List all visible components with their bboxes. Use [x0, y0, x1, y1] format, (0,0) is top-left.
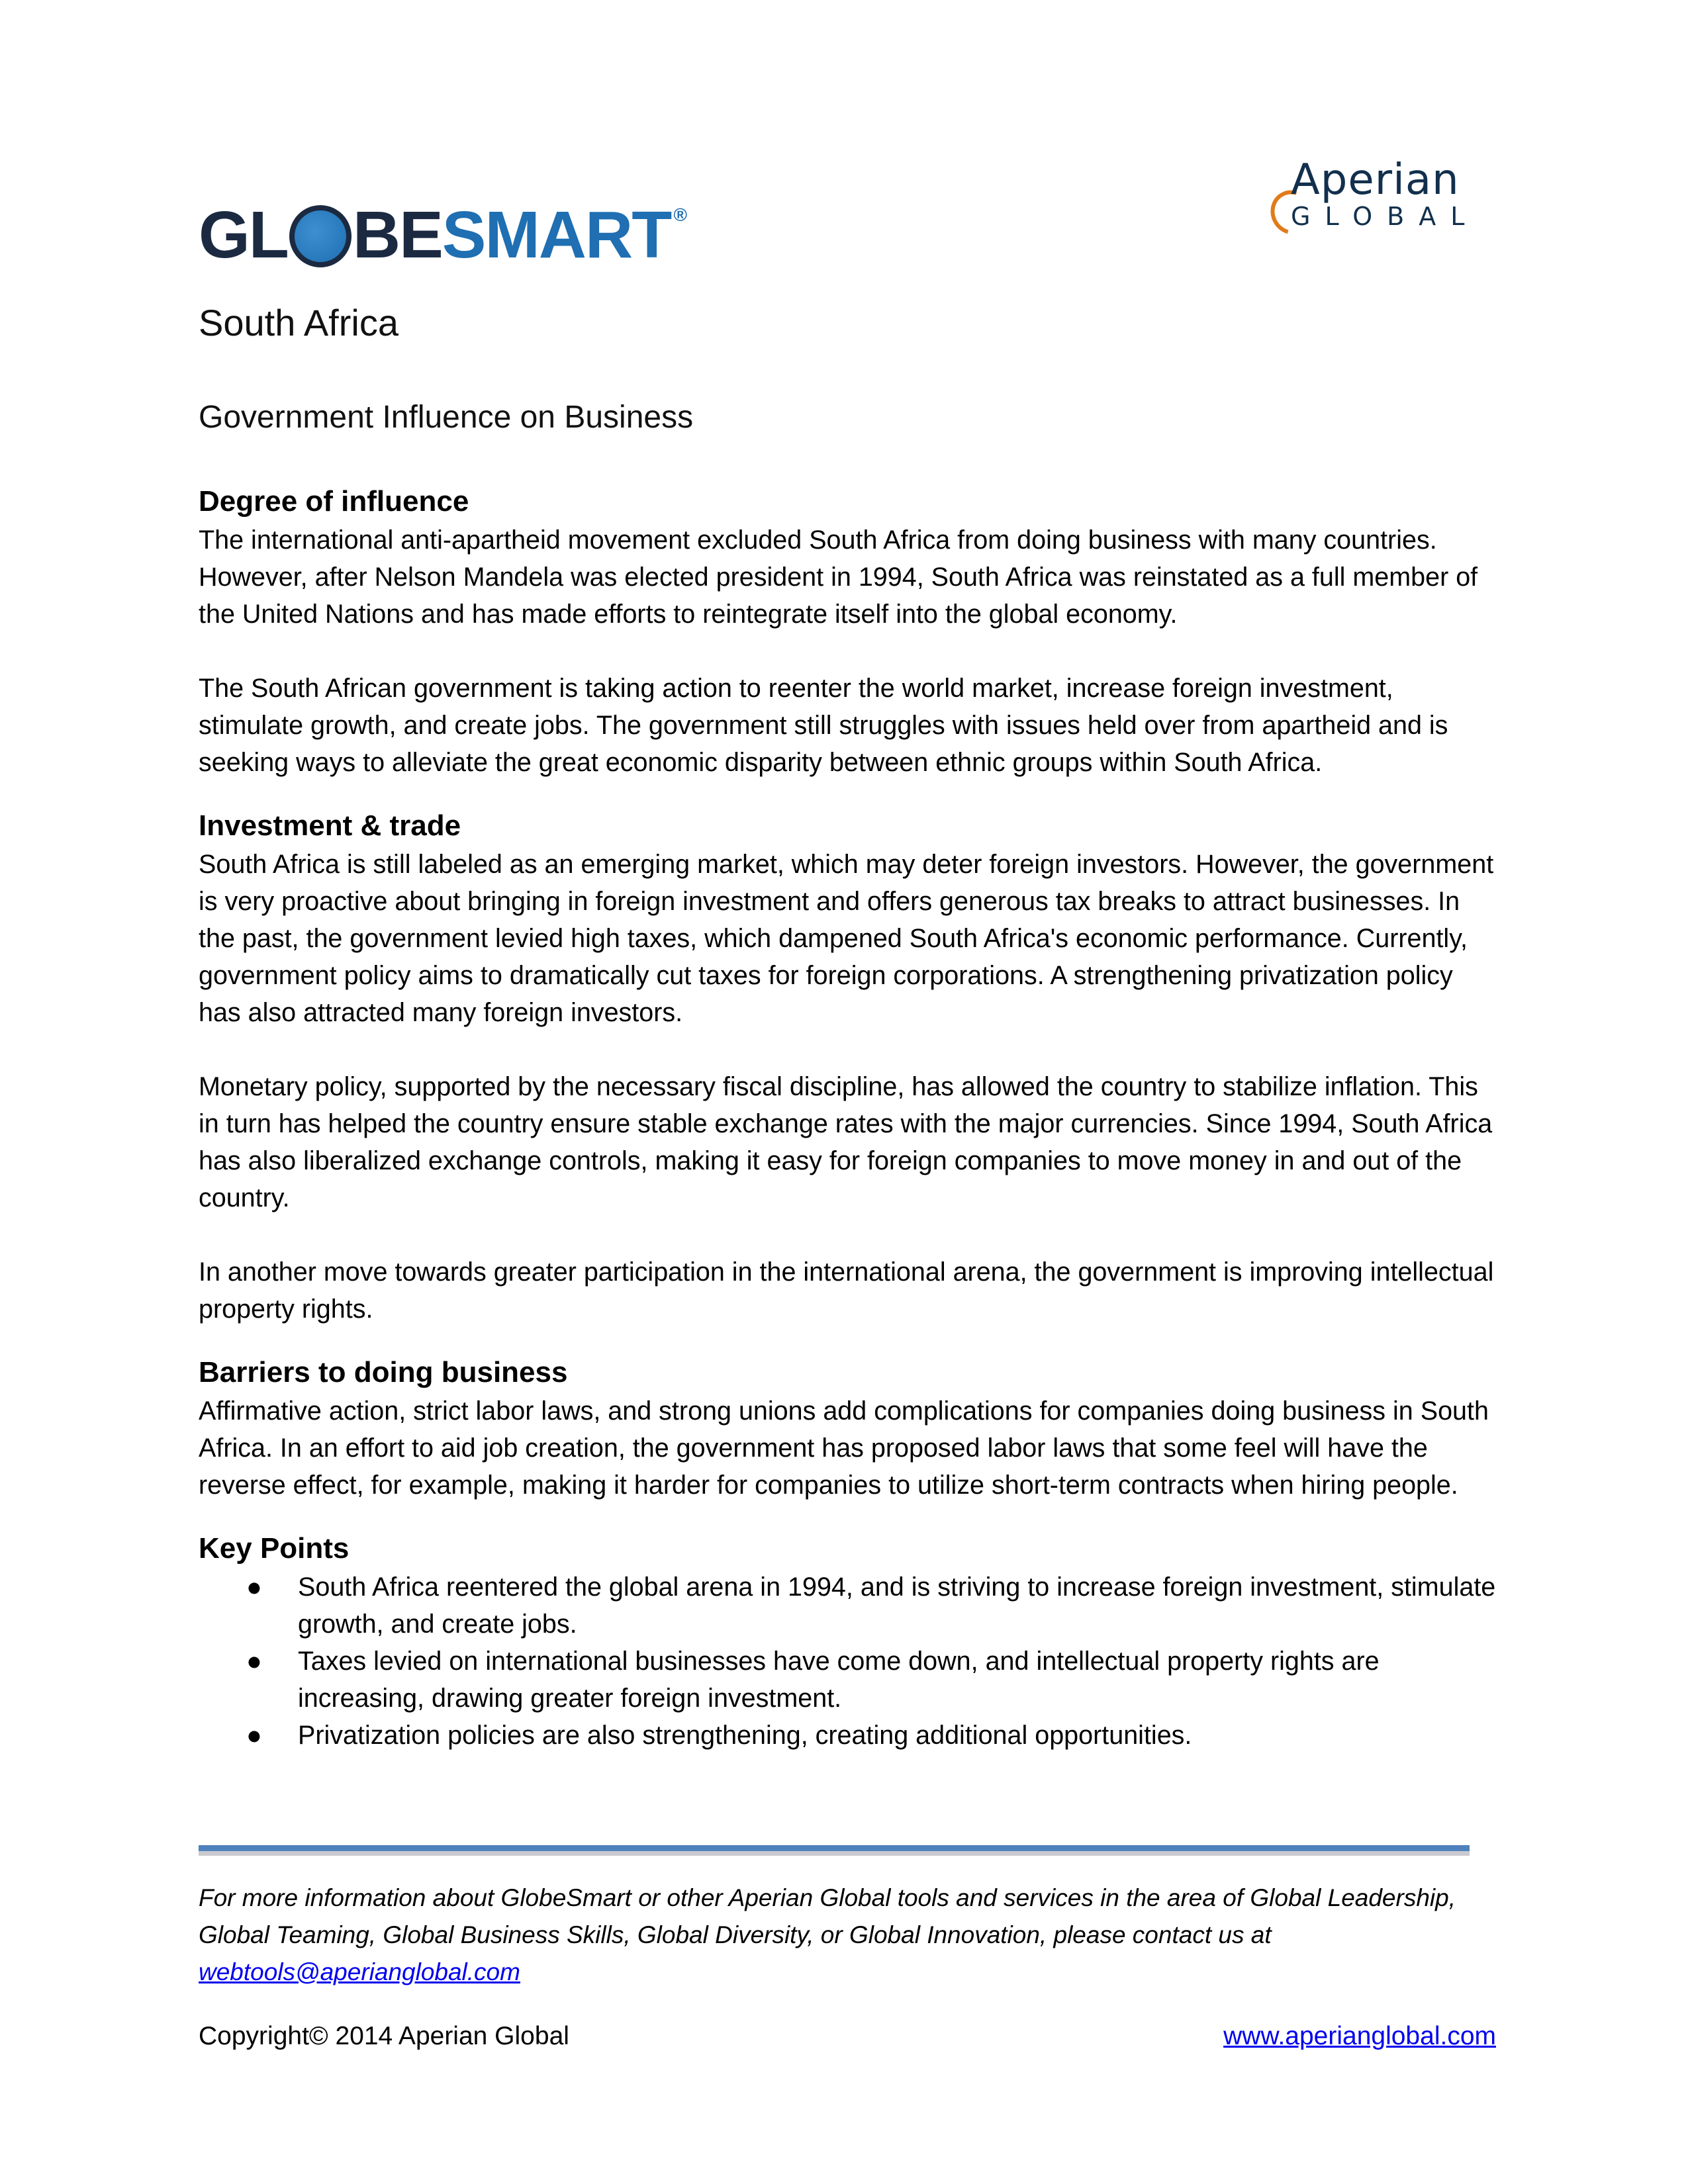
page-subtitle: Government Influence on Business [199, 400, 694, 435]
bullet-icon: ● [246, 1572, 262, 1602]
footer-divider-blue [199, 1845, 1470, 1851]
logo-text-be: BE [352, 197, 442, 272]
footer-info-text: For more information about GlobeSmart or other Aperian Global tools and services in the area of Global Leadership, Global Teaming, Global Business Skills, Global Diversity, or Global Innovation, please contact us at [199, 1884, 1456, 1948]
paragraph: Affirmative action, strict labor laws, and strong unions add complications for companies doing business in South Africa. In an effort to aid job creation, the government has proposed labor laws that some feel will have the reverse effect, for example, making it harder for companies to utilize short-term contracts when hiring people. [199, 1396, 1489, 1500]
section-investment-trade [199, 806, 1496, 1328]
section-degree-of-influence [199, 482, 1496, 781]
logo-text-smart: SMART [442, 197, 671, 272]
logo-text-aperian: Aperian [1291, 156, 1460, 205]
key-points-list [199, 1569, 1496, 1754]
list-item-text: South Africa reentered the global arena in 1994, and is striving to increase foreign investment, stimulate growth, and create jobs. [298, 1572, 1496, 1639]
list-item [199, 1717, 1496, 1754]
section-heading: Key Points [199, 1532, 350, 1565]
footer-divider-gray [199, 1851, 1470, 1856]
paragraph: The South African government is taking action to reenter the world market, increase foreign investment, stimulate growth, and create jobs. The government still struggles with issues held over from apartheid and is seeking ways to alleviate the great economic disparity between ethnic groups within South Africa. [199, 674, 1448, 777]
logo-text-global: GLOBAL [1291, 202, 1479, 231]
section-heading: Degree of influence [199, 485, 469, 518]
document-body [199, 482, 1496, 1754]
paragraph: South Africa is still labeled as an emerging market, which may deter foreign investors. However, the government is very proactive about bringing in foreign investment and offers generous tax breaks to attract businesses. In the past, the government levied high taxes, which dampened South Africa's economic performance. Currently, government policy aims to dramatically cut taxes for foreign corporations. A strengthening privatization policy has also attracted many foreign investors. [199, 850, 1494, 1027]
section-key-points [199, 1529, 1496, 1754]
copyright-text: Copyright© 2014 Aperian Global [199, 2022, 569, 2050]
section-barriers [199, 1353, 1496, 1504]
paragraph: The international anti-apartheid movement excluded South Africa from doing business with many countries. However, after Nelson Mandela was elected president in 1994, South Africa was reinstated as a full member of the United Nations and has made efforts to reintegrate itself into the global economy. [199, 525, 1478, 629]
list-item-text: Taxes levied on international businesses have come down, and intellectual property rights are increasing, drawing greater foreign investment. [298, 1647, 1380, 1713]
registered-mark: ® [673, 205, 686, 225]
globesmart-logo [199, 199, 686, 271]
page-title: South Africa [199, 302, 399, 343]
section-heading: Barriers to doing business [199, 1356, 568, 1388]
footer-contact-info [199, 1880, 1489, 1991]
paragraph: In another move towards greater participation in the international arena, the government is improving intellectual property rights. [199, 1257, 1494, 1324]
copyright-row [199, 2022, 1496, 2051]
section-heading: Investment & trade [199, 809, 461, 842]
paragraph: Monetary policy, supported by the necessary fiscal discipline, has allowed the country to stabilize inflation. This in turn has helped the country ensure stable exchange rates with the major currencies. Since 1994, South Africa has also liberalized exchange controls, making it easy for foreign companies to move money in and out of the country. [199, 1072, 1493, 1212]
globe-icon [289, 205, 352, 267]
website-link[interactable]: www.aperianglobal.com [1223, 2022, 1496, 2050]
list-item [199, 1643, 1496, 1717]
bullet-icon: ● [246, 1647, 262, 1676]
bullet-icon: ● [246, 1721, 262, 1750]
logo-text-gl: GL [199, 197, 288, 272]
list-item-text: Privatization policies are also strengthening, creating additional opportunities. [298, 1721, 1192, 1750]
aperian-global-logo [1271, 156, 1479, 235]
email-link[interactable]: webtools@aperianglobal.com [199, 1958, 520, 1985]
list-item [199, 1569, 1496, 1643]
